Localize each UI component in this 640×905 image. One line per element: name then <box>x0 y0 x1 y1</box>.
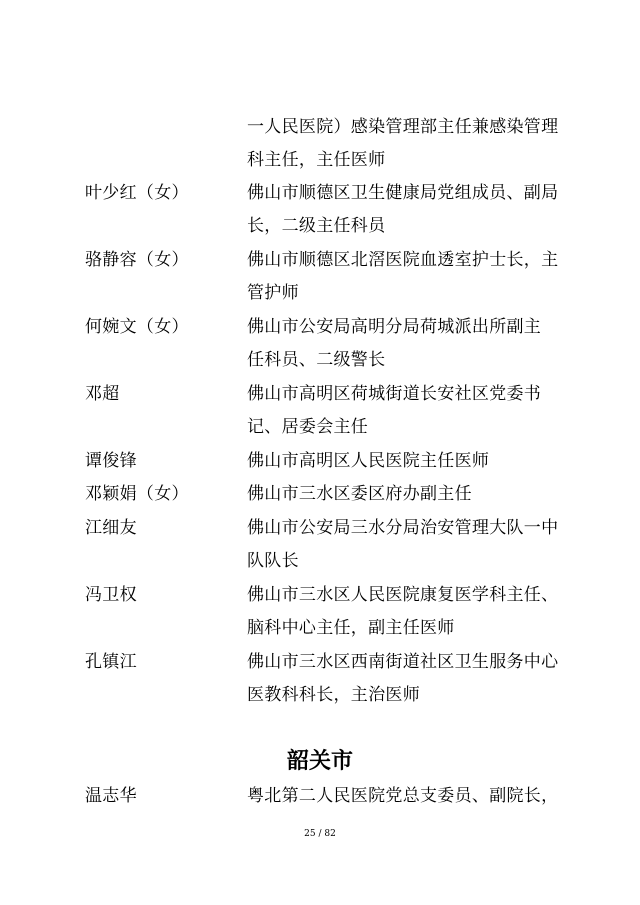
section-heading: 韶关市 <box>286 749 353 774</box>
entry-desc-line-2: 脑科中心主任，副主任医师 <box>247 618 455 638</box>
entry-desc-line-2: 任科员、二级警长 <box>247 350 386 370</box>
entry-desc-line-2: 管护师 <box>247 283 299 303</box>
entry-desc-line-2: 记、居委会主任 <box>247 417 369 437</box>
entry-desc-line-1: 佛山市三水区西南街道社区卫生服务中心 <box>247 652 559 672</box>
entry-name: 江细友 <box>85 518 137 538</box>
entry-desc-line-1: 佛山市公安局三水分局治安管理大队一中 <box>247 518 559 538</box>
entry-desc-line-2: 队队长 <box>247 551 299 571</box>
entry-desc-line-1: 佛山市顺德区北滘医院血透室护士长，主 <box>247 250 559 270</box>
entry-name: 冯卫权 <box>85 585 137 605</box>
entry-name: 叶少红（女） <box>85 183 189 203</box>
entry-name: 何婉文（女） <box>85 317 189 337</box>
entry-desc-line-1: 佛山市三水区人民医院康复医学科主任、 <box>247 585 559 605</box>
continuation-line-1: 一人民医院）感染管理部主任兼感染管理 <box>247 117 559 137</box>
entry-desc-line-1: 佛山市三水区委区府办副主任 <box>247 484 472 504</box>
entry-name: 温志华 <box>85 786 137 806</box>
entry-desc-line-2: 医教科科长，主治医师 <box>247 685 420 705</box>
entry-name: 孔镇江 <box>85 652 137 672</box>
entry-desc-line-1: 佛山市顺德区卫生健康局党组成员、副局 <box>247 183 559 203</box>
entry-desc-line-1: 佛山市公安局高明分局荷城派出所副主 <box>247 317 542 337</box>
entry-desc-line-1: 粤北第二人民医院党总支委员、副院长， <box>247 786 559 806</box>
entry-desc-line-1: 佛山市高明区人民医院主任医师 <box>247 451 490 471</box>
continuation-line-2: 科主任，主任医师 <box>247 150 386 170</box>
entry-desc-line-2: 长，二级主任科员 <box>247 216 386 236</box>
entry-name: 谭俊锋 <box>85 451 137 471</box>
page-number: 25 / 82 <box>304 829 336 839</box>
entry-desc-line-1: 佛山市高明区荷城街道长安社区党委书 <box>247 384 542 404</box>
entry-name: 邓颖娟（女） <box>85 484 189 504</box>
entry-name: 骆静容（女） <box>85 250 189 270</box>
entry-name: 邓超 <box>85 384 120 404</box>
